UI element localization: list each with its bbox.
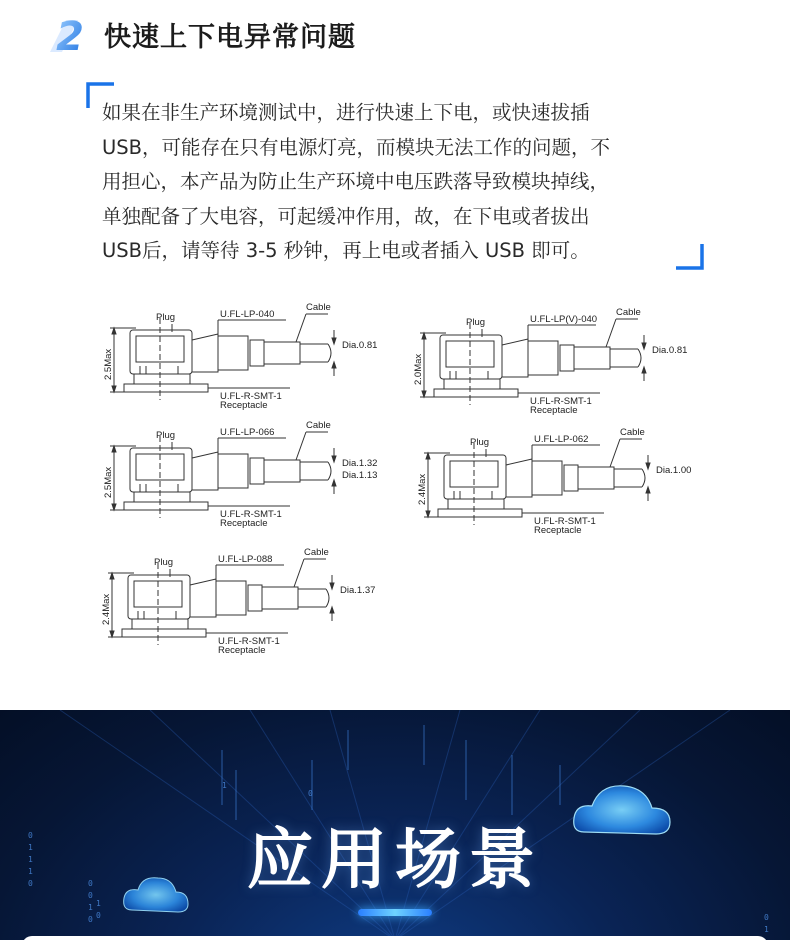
dia-label-1: Dia.1.32: [342, 458, 378, 469]
dia-label-2: Dia.1.13: [342, 470, 378, 481]
notice-block: [86, 82, 706, 272]
svg-text:1: 1: [28, 867, 33, 876]
height-label: 2.4Max: [101, 593, 112, 625]
receptacle-label: Receptacle: [220, 400, 268, 411]
receptacle-label: Receptacle: [530, 405, 578, 416]
svg-text:0: 0: [28, 879, 33, 888]
cable-label: Cable: [306, 420, 331, 431]
svg-text:0: 0: [764, 913, 769, 922]
cable-label: Cable: [306, 302, 331, 313]
paragraph-line: USB后，请等待 3-5 秒钟，再上电或者插入 USB 即可。: [102, 239, 590, 262]
connector-diagram: [100, 418, 400, 530]
connector-diagram: [410, 305, 710, 417]
content-card-top: [22, 936, 768, 940]
connector-diagram: [414, 425, 714, 537]
receptacle-label: Receptacle: [218, 645, 266, 656]
svg-text:0: 0: [28, 831, 33, 840]
svg-text:1: 1: [96, 899, 101, 908]
receptacle-label: Receptacle: [220, 518, 268, 529]
cable-label: Cable: [620, 427, 645, 438]
height-label: 2.4Max: [417, 473, 428, 505]
svg-text:1: 1: [764, 925, 769, 934]
dia-label-1: Dia.1.00: [656, 465, 692, 476]
cable-label: Cable: [616, 307, 641, 318]
section-number-icon: [48, 12, 92, 56]
plug-part-label: U.FL-LP(V)-040: [530, 314, 598, 325]
plug-label: Plug: [470, 437, 490, 448]
height-label: 2.5Max: [103, 466, 114, 498]
plug-label: Plug: [154, 557, 174, 568]
paragraph-line: 用担心，本产品为防止生产环境中电压跌落导致模块掉线，: [102, 170, 610, 193]
receptacle-part-label: U.FL-R-SMT-1: [220, 509, 282, 520]
svg-text:1: 1: [28, 843, 33, 852]
notice-paragraph: [102, 96, 702, 269]
bracket-bottom-right-icon: [674, 242, 704, 270]
dia-label-1: Dia.0.81: [342, 340, 378, 351]
paragraph-line: USB，可能存在只有电源灯亮，而模块无法工作的问题，不: [102, 135, 611, 159]
receptacle-part-label: U.FL-R-SMT-1: [218, 636, 280, 647]
receptacle-part-label: U.FL-R-SMT-1: [530, 396, 592, 407]
banner-accent-bar: [358, 909, 432, 916]
plug-label: Plug: [156, 430, 176, 441]
plug-label: Plug: [156, 312, 176, 323]
section-heading: [48, 12, 356, 56]
svg-text:0: 0: [88, 915, 93, 924]
svg-text:0: 0: [88, 891, 93, 900]
connector-diagram: [98, 545, 398, 657]
svg-text:0: 0: [96, 911, 101, 920]
receptacle-part-label: U.FL-R-SMT-1: [534, 516, 596, 527]
plug-part-label: U.FL-LP-066: [220, 427, 275, 438]
receptacle-part-label: U.FL-R-SMT-1: [220, 391, 282, 402]
svg-text:1: 1: [28, 855, 33, 864]
plug-part-label: U.FL-LP-040: [220, 309, 275, 320]
paragraph-line: 如果在非生产环境测试中，进行快速上下电，或快速拔插: [102, 101, 590, 124]
receptacle-label: Receptacle: [534, 525, 582, 536]
plug-part-label: U.FL-LP-062: [534, 434, 589, 445]
dia-label-1: Dia.0.81: [652, 345, 688, 356]
dia-label-1: Dia.1.37: [340, 585, 376, 596]
connector-diagram: [100, 300, 400, 412]
svg-text:1: 1: [222, 781, 227, 790]
plug-part-label: U.FL-LP-088: [218, 554, 273, 565]
section-title: 快速上下电异常问题: [104, 21, 356, 53]
section-number: 2: [56, 14, 84, 56]
paragraph-line: 单独配备了大电容，可起缓冲作用，故，在下电或者拔出: [102, 204, 590, 228]
height-label: 2.5Max: [103, 348, 114, 380]
height-label: 2.0Max: [413, 353, 424, 385]
cable-label: Cable: [304, 547, 329, 558]
application-scenarios-banner: [0, 710, 790, 940]
plug-label: Plug: [466, 317, 486, 328]
svg-text:0: 0: [88, 879, 93, 888]
svg-text:0: 0: [308, 789, 313, 798]
svg-text:1: 1: [88, 903, 93, 912]
banner-title: 应用场景: [247, 821, 543, 898]
